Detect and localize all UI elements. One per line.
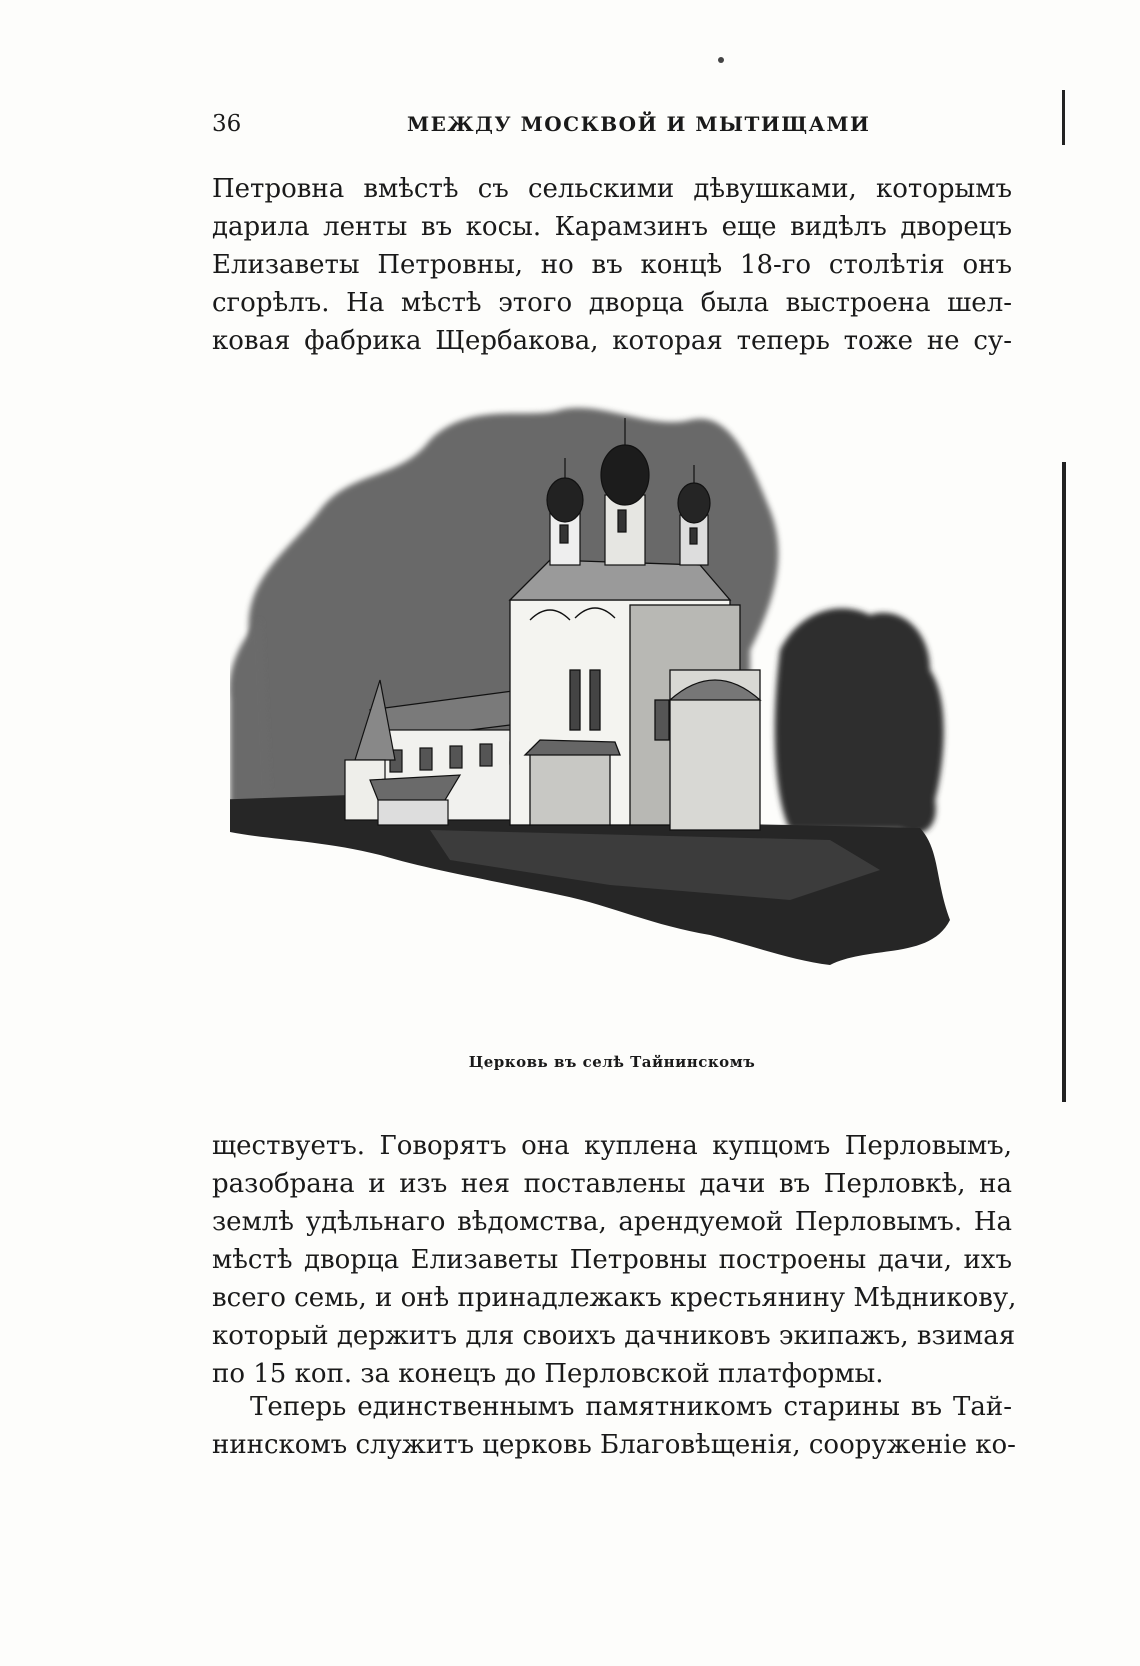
text-line: сгорѣлъ. На мѣстѣ этого дворца была выстроена шел- bbox=[212, 288, 1012, 318]
paragraph-middle bbox=[212, 1127, 1017, 1393]
text-line: ществуетъ. Говорятъ она куплена купцомъ Перловымъ, bbox=[212, 1131, 1012, 1161]
church-illustration bbox=[230, 400, 1020, 1040]
running-title: МЕЖДУ МОСКВОЙ И МЫТИЩАМИ bbox=[407, 112, 871, 136]
paragraph-bottom bbox=[212, 1388, 1016, 1464]
text-line: мѣстѣ дворца Елизаветы Петровны построены дачи, ихъ bbox=[212, 1245, 1012, 1275]
text-line: по 15 коп. за конецъ до Перловской платформы. bbox=[212, 1359, 884, 1389]
tree bbox=[775, 608, 944, 833]
page-edge-shadow bbox=[1062, 462, 1066, 1102]
text-line: всего семь, и онѣ принадлежакъ крестьянину Мѣдникову, bbox=[212, 1283, 1017, 1313]
text-line: нинскомъ служитъ церковь Благовѣщенія, сооруженіе ко- bbox=[212, 1430, 1016, 1460]
paragraph-top bbox=[212, 170, 1012, 360]
figure-caption: Церковь въ селѣ Тайнинскомъ bbox=[468, 1053, 756, 1071]
page-number: 36 bbox=[212, 111, 242, 137]
text-line: дарила ленты въ косы. Карамзинъ еще видѣлъ дворецъ bbox=[212, 212, 1012, 242]
text-line: Теперь единственнымъ памятникомъ старины въ Тай- bbox=[250, 1392, 1012, 1422]
text-line: разобрана и изъ нея поставлены дачи въ Перловкѣ, на bbox=[212, 1169, 1012, 1199]
text-line: ковая фабрика Щербакова, которая теперь тоже не су- bbox=[212, 326, 1012, 356]
scan-speck bbox=[718, 57, 724, 63]
page-edge-shadow bbox=[1062, 90, 1065, 145]
church-main bbox=[510, 560, 760, 830]
text-line: который держитъ для своихъ дачниковъ экипажъ, взимая bbox=[212, 1321, 1016, 1351]
text-line: Елизаветы Петровны, но въ концѣ 18-го столѣтія онъ bbox=[212, 250, 1012, 280]
text-line: Петровна вмѣстѣ съ сельскими дѣвушками, которымъ bbox=[212, 174, 1012, 204]
text-line: землѣ удѣльнаго вѣдомства, арендуемой Перловымъ. На bbox=[212, 1207, 1012, 1237]
